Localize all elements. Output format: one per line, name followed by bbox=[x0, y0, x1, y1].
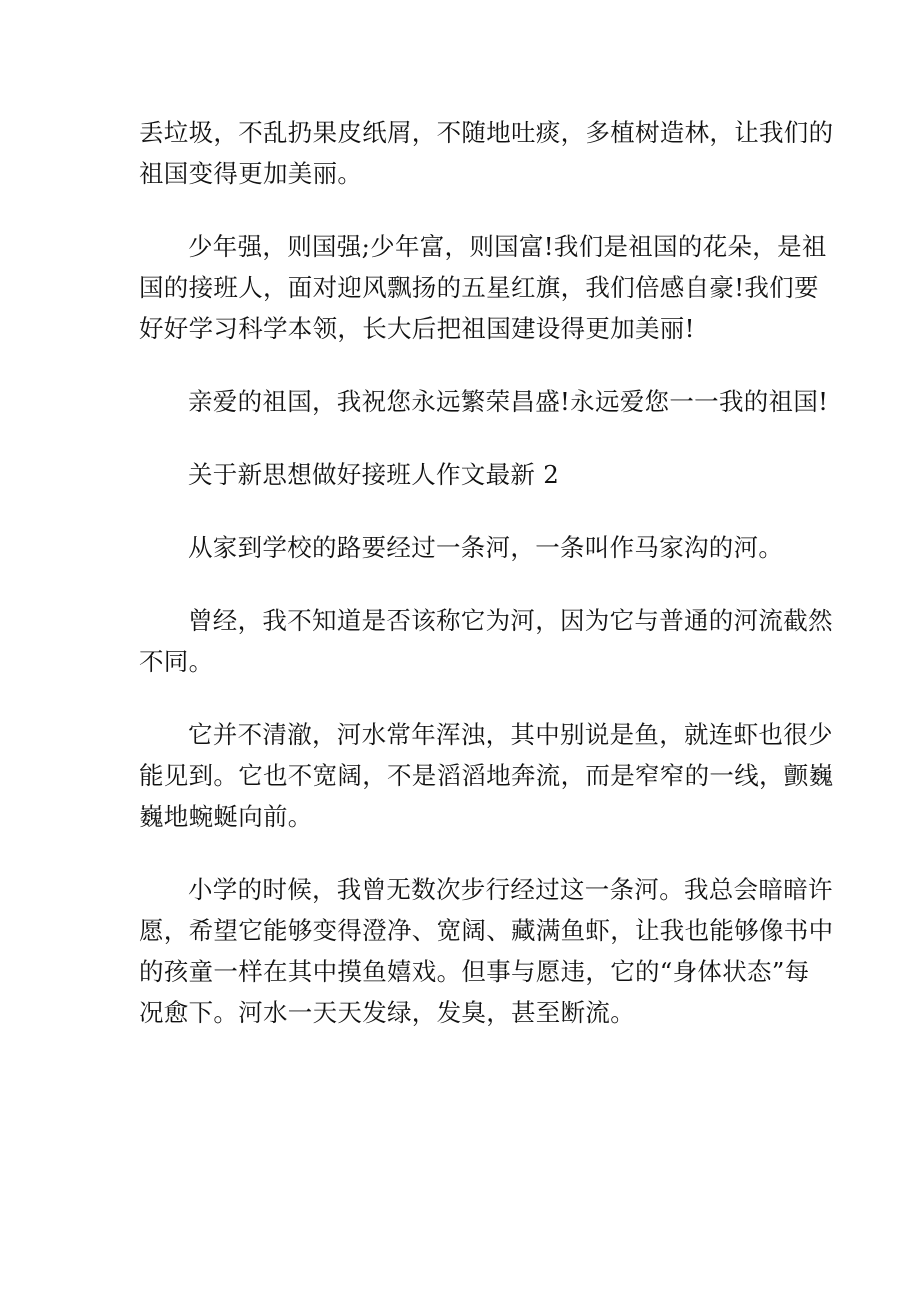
paragraph-gap bbox=[139, 682, 799, 714]
paragraph-8 bbox=[139, 869, 834, 1033]
paragraph-2 bbox=[139, 226, 827, 349]
paragraph-line: 国的接班人，面对迎风飘扬的五星红旗，我们倍感自豪!我们要 bbox=[139, 273, 819, 302]
paragraph-line: 祖国变得更加美丽。 bbox=[139, 159, 363, 188]
paragraph-line: 小学的时候，我曾无数次步行经过这一条河。我总会暗暗许 bbox=[188, 875, 833, 904]
paragraph-line: 从家到学校的路要经过一条河，一条叫作马家沟的河。 bbox=[188, 533, 784, 562]
paragraph-6 bbox=[139, 600, 833, 682]
paragraph-gap bbox=[139, 837, 799, 869]
paragraph-line: 好好学习科学本领，长大后把祖国建设得更加美丽! bbox=[139, 314, 695, 343]
paragraph-line: 它并不清澈，河水常年浑浊，其中别说是鱼，就连虾也很少 bbox=[188, 720, 833, 749]
paragraph-1 bbox=[139, 112, 834, 194]
paragraph-gap bbox=[139, 349, 799, 381]
paragraph-line: 不同。 bbox=[139, 647, 214, 676]
paragraph-gap bbox=[139, 568, 799, 600]
document-body bbox=[139, 112, 834, 1033]
paragraph-line: 少年强，则国强;少年富，则国富!我们是祖国的花朵，是祖 bbox=[188, 232, 827, 261]
paragraph-line: 况愈下。河水一天天发绿，发臭，甚至断流。 bbox=[139, 998, 635, 1027]
paragraph-line: 亲爱的祖国，我祝您永远繁荣昌盛!永远爱您一一我的祖国! bbox=[188, 387, 829, 416]
paragraph-line: 愿，希望它能够变得澄净、宽阔、藏满鱼虾，让我也能够像书中 bbox=[139, 916, 834, 945]
paragraph-line: 丢垃圾，不乱扔果皮纸屑，不随地吐痰，多植树造林，让我们的 bbox=[139, 118, 834, 147]
paragraph-3 bbox=[139, 381, 829, 422]
paragraph-gap bbox=[139, 422, 799, 454]
heading-line: 关于新思想做好接班人作文最新 2 bbox=[188, 460, 560, 489]
paragraph-7 bbox=[139, 714, 834, 837]
paragraph-gap bbox=[139, 194, 799, 226]
section-heading bbox=[139, 454, 799, 495]
paragraph-line: 巍地蜿蜒向前。 bbox=[139, 802, 313, 831]
paragraph-gap bbox=[139, 495, 799, 527]
paragraph-line: 能见到。它也不宽阔，不是滔滔地奔流，而是窄窄的一线，颤巍 bbox=[139, 761, 834, 790]
paragraph-line: 曾经，我不知道是否该称它为河，因为它与普通的河流截然 bbox=[188, 606, 833, 635]
paragraph-5 bbox=[139, 527, 799, 568]
paragraph-line: 的孩童一样在其中摸鱼嬉戏。但事与愿违，它的“身体状态”每 bbox=[139, 957, 810, 986]
